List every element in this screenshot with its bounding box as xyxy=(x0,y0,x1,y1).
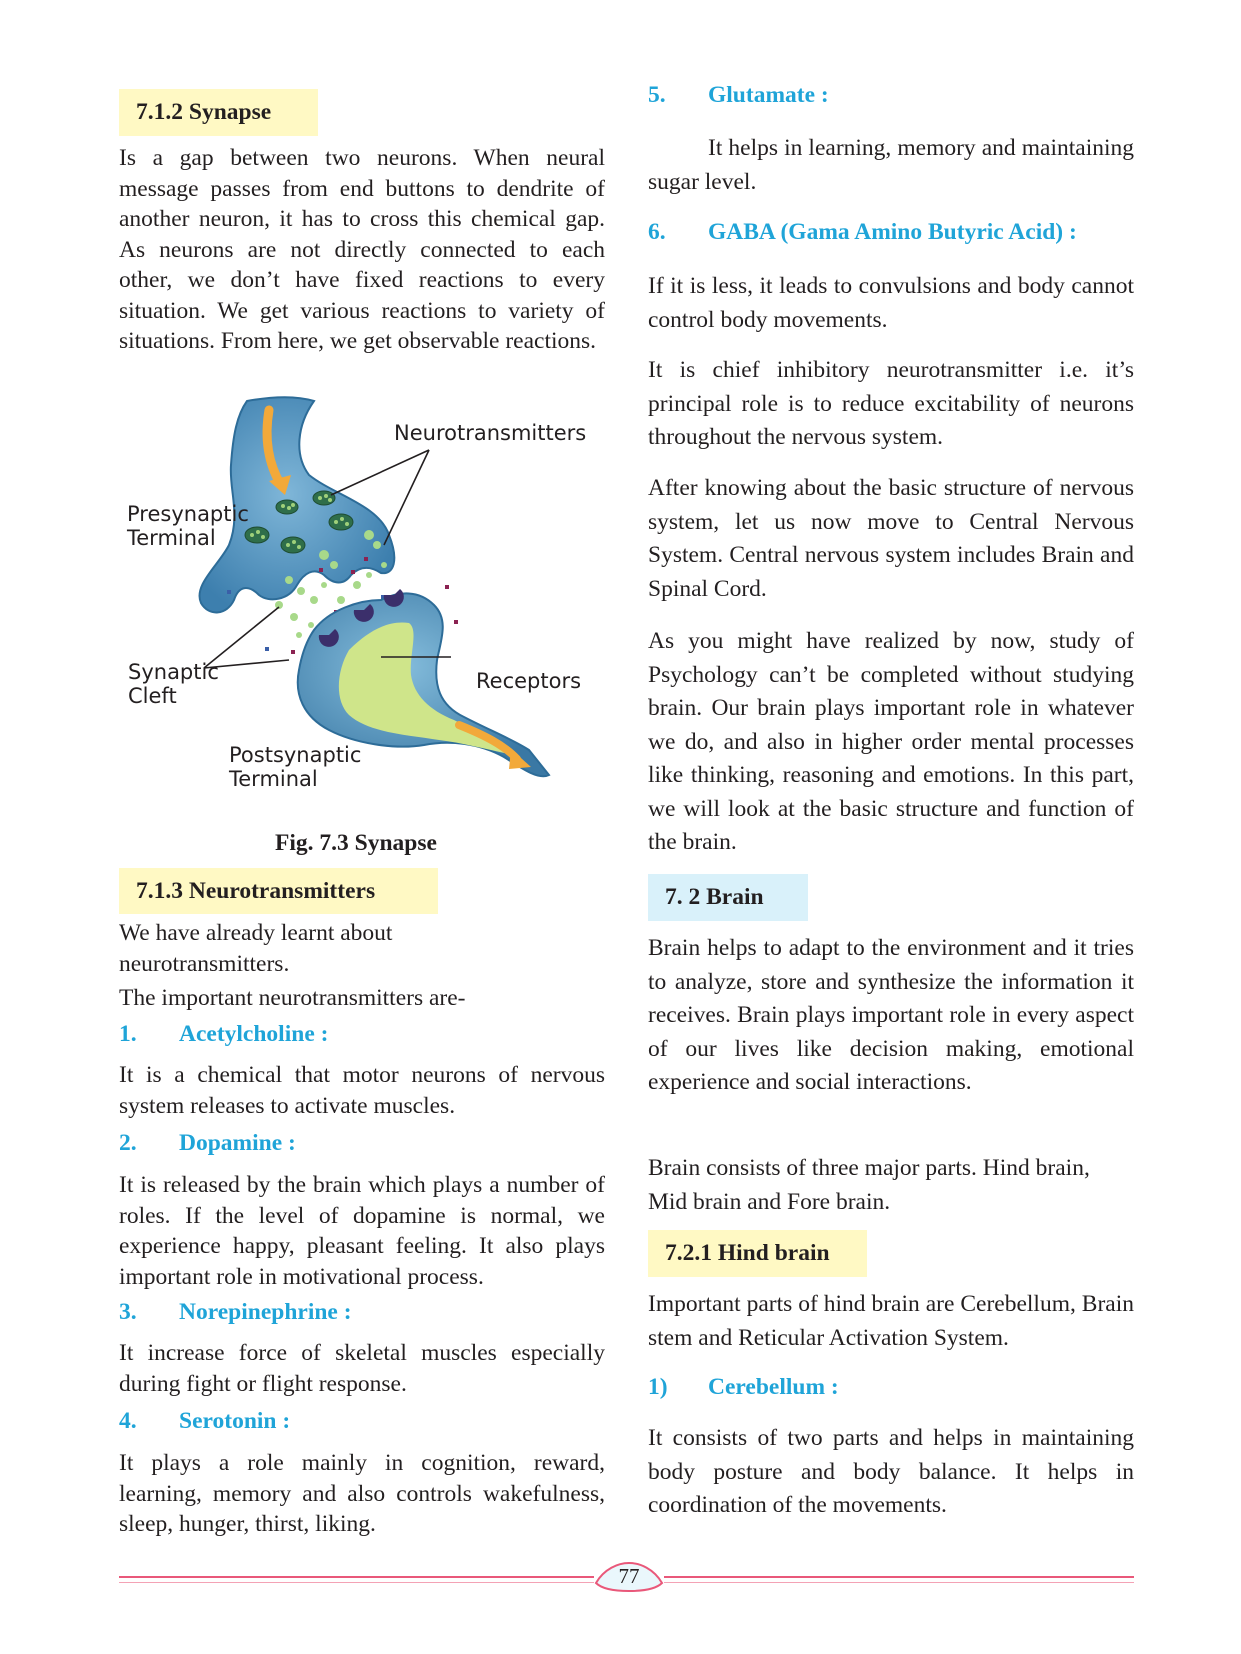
synapse-paragraph: Is a gap between two neurons. When neural message passes from end buttons to dendrite of another neuron, it has to cross this chemical gap. As neurons are not directly connected to each other, we don’t have fixed reactions to every situation. We get various reactions to variety of situations. From here, we get observable reactions. xyxy=(119,145,605,354)
item-gaba-text-2: It is chief inhibitory neurotransmitter i.e. it’s principal role is to reduce excitability of neurons throughout the nervous system. xyxy=(648,357,1134,450)
item-glutamate-title: 5. Glutamate : xyxy=(648,82,829,108)
psychology-paragraph: As you might have realized by now, study of Psychology can’t be completed without studying brain. Our brain plays important role in whatever we do, and also in higher order mental processes like thinking, reasoning and emotions. In this part, we will look at the basic structure and function of the brain. xyxy=(648,628,1134,855)
section-713-heading: 7.1.3 Neurotransmitters xyxy=(119,868,438,914)
label-synaptic-line2: Cleft xyxy=(128,684,177,708)
intro-paragraph-1: We have already learnt about neurotransmitters. xyxy=(119,920,393,977)
figure-caption: Fig. 7.3 Synapse xyxy=(275,830,437,856)
section-72-heading: 7. 2 Brain xyxy=(648,874,808,921)
label-postsynaptic-line2: Terminal xyxy=(229,767,318,791)
item-glutamate-text: It helps in learning, memory and maintaining sugar level. xyxy=(648,135,1134,195)
label-presynaptic-line2: Terminal xyxy=(127,526,216,550)
item-cerebellum-text: It consists of two parts and helps in maintaining body posture and body balance. It helps in coordination of the movements. xyxy=(648,1425,1134,1518)
item-gaba-title: 6. GABA (Gama Amino Butyric Acid) : xyxy=(648,219,1077,245)
page-number-badge xyxy=(594,1561,664,1593)
item-serotonin-text: It plays a role mainly in cognition, reward, learning, memory and also controls wakefulness, sleep, hunger, thirst, liking. xyxy=(119,1450,605,1537)
item-serotonin-title: 4. Serotonin : xyxy=(119,1408,291,1434)
label-receptors: Receptors xyxy=(476,669,582,693)
hind-brain-paragraph: Important parts of hind brain are Cerebellum, Brain stem and Reticular Activation System. xyxy=(648,1291,1134,1351)
item-dopamine-title: 2. Dopamine : xyxy=(119,1130,296,1156)
item-gaba-text-1: If it is less, it leads to convulsions and body cannot control body movements. xyxy=(648,273,1134,333)
label-presynaptic-line1: Presynaptic xyxy=(127,502,249,526)
label-postsynaptic-line1: Postsynaptic xyxy=(229,743,362,767)
page-number: 77 xyxy=(618,1564,640,1588)
item-norepinephrine-title: 3. Norepinephrine : xyxy=(119,1299,352,1325)
label-synaptic-line1: Synaptic xyxy=(128,660,219,684)
label-neurotransmitters: Neurotransmitters xyxy=(394,421,587,445)
item-cerebellum-title: 1) Cerebellum : xyxy=(648,1374,839,1400)
item-acetylcholine-text: It is a chemical that motor neurons of nervous system releases to activate muscles. xyxy=(119,1062,605,1119)
brain-paragraph-2: Brain consists of three major parts. Hind brain, Mid brain and Fore brain. xyxy=(648,1155,1090,1215)
section-721-heading: 7.2.1 Hind brain xyxy=(648,1230,867,1277)
cns-paragraph: After knowing about the basic structure of nervous system, let us now move to Central Nervous System. Central nervous system includes Brain and Spinal Cord. xyxy=(648,475,1134,602)
item-acetylcholine-title: 1. Acetylcholine : xyxy=(119,1021,329,1047)
synapse-figure xyxy=(119,395,599,815)
section-712-heading: 7.1.2 Synapse xyxy=(119,89,318,136)
item-norepinephrine-text: It increase force of skeletal muscles especially during fight or flight response. xyxy=(119,1340,605,1397)
item-dopamine-text: It is released by the brain which plays a number of roles. If the level of dopamine is normal, we experience happy, pleasant feeling. It also plays important role in motivational process. xyxy=(119,1172,605,1290)
intro-paragraph-2: The important neurotransmitters are- xyxy=(119,985,466,1011)
brain-paragraph-1: Brain helps to adapt to the environment and it tries to analyze, store and synthesize the information it receives. Brain plays important role in every aspect of our lives like decision making, emotional experience and social interactions. xyxy=(648,935,1134,1095)
